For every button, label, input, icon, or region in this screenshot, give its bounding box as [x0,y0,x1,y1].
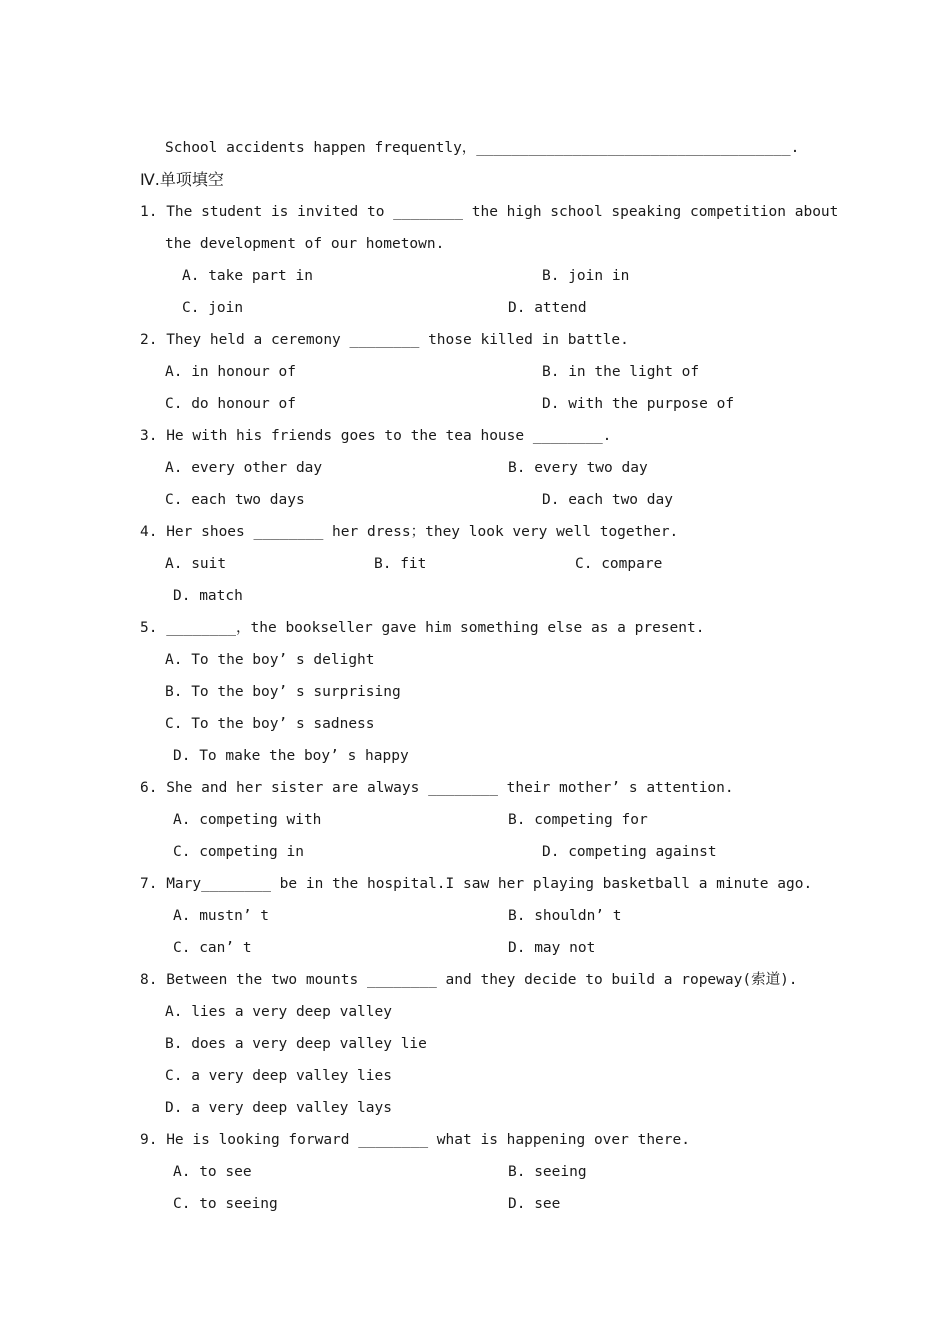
question-6-option-d: D. competing against [542,844,717,860]
question-8-option-c: C. a very deep valley lies [165,1068,392,1084]
question-1-option-a: A. take part in [182,268,313,284]
question-1-option-c: C. join [182,300,244,316]
question-2-option-a: A. in honour of [165,364,296,380]
question-1-stem: 1. The student is invited to ________ the high school speaking competition about [140,204,839,220]
intro-sentence: School accidents happen frequently，____________________________________. [165,140,800,156]
question-5-option-a: A. To the boy’ s delight [165,652,375,668]
question-3-option-d: D. each two day [542,492,673,508]
question-3-option-a: A. every other day [165,460,323,476]
question-7-option-b: B. shouldn’ t [508,908,622,924]
question-8-stem: 8. Between the two mounts ________ and they decide to build a ropeway(索道). [140,972,798,988]
question-3-option-b: B. every two day [508,460,648,476]
question-4-option-c: C. compare [575,556,663,572]
question-4-stem: 4. Her shoes ________ her dress；they look very well together. [140,524,679,540]
question-1-option-b: B. join in [542,268,630,284]
question-2-option-b: B. in the light of [542,364,700,380]
question-6-option-a: A. competing with [173,812,322,828]
question-3-stem: 3. He with his friends goes to the tea house ________. [140,428,612,444]
question-5-option-d: D. To make the boy’ s happy [173,748,409,764]
question-7-stem: 7. Mary________ be in the hospital.I saw her playing basketball a minute ago. [140,876,813,892]
question-7-option-c: C. can’ t [173,940,252,956]
question-5-stem: 5. ________，the bookseller gave him something else as a present. [140,620,705,636]
question-5-option-b: B. To the boy’ s surprising [165,684,401,700]
question-9-stem: 9. He is looking forward ________ what is happening over there. [140,1132,690,1148]
question-2-option-d: D. with the purpose of [542,396,735,412]
question-7-option-a: A. mustn’ t [173,908,270,924]
question-4-option-a: A. suit [165,556,227,572]
question-3-option-c: C. each two days [165,492,305,508]
question-1-option-d: D. attend [508,300,587,316]
question-1-stem-continued: the development of our hometown. [165,236,445,252]
question-5-option-c: C. To the boy’ s sadness [165,716,375,732]
question-4-option-d: D. match [173,588,243,604]
section-title: Ⅳ.单项填空 [140,170,224,189]
question-9-option-a: A. to see [173,1164,252,1180]
question-8-option-b: B. does a very deep valley lie [165,1036,427,1052]
question-6-option-b: B. competing for [508,812,648,828]
question-8-option-a: A. lies a very deep valley [165,1004,392,1020]
question-6-option-c: C. competing in [173,844,304,860]
question-9-option-c: C. to seeing [173,1196,278,1212]
question-9-option-b: B. seeing [508,1164,587,1180]
question-4-option-b: B. fit [374,556,427,572]
question-8-option-d: D. a very deep valley lays [165,1100,392,1116]
question-7-option-d: D. may not [508,940,596,956]
question-6-stem: 6. She and her sister are always ________ their mother’ s attention. [140,780,734,796]
question-9-option-d: D. see [508,1196,561,1212]
question-2-stem: 2. They held a ceremony ________ those killed in battle. [140,332,629,348]
question-2-option-c: C. do honour of [165,396,296,412]
